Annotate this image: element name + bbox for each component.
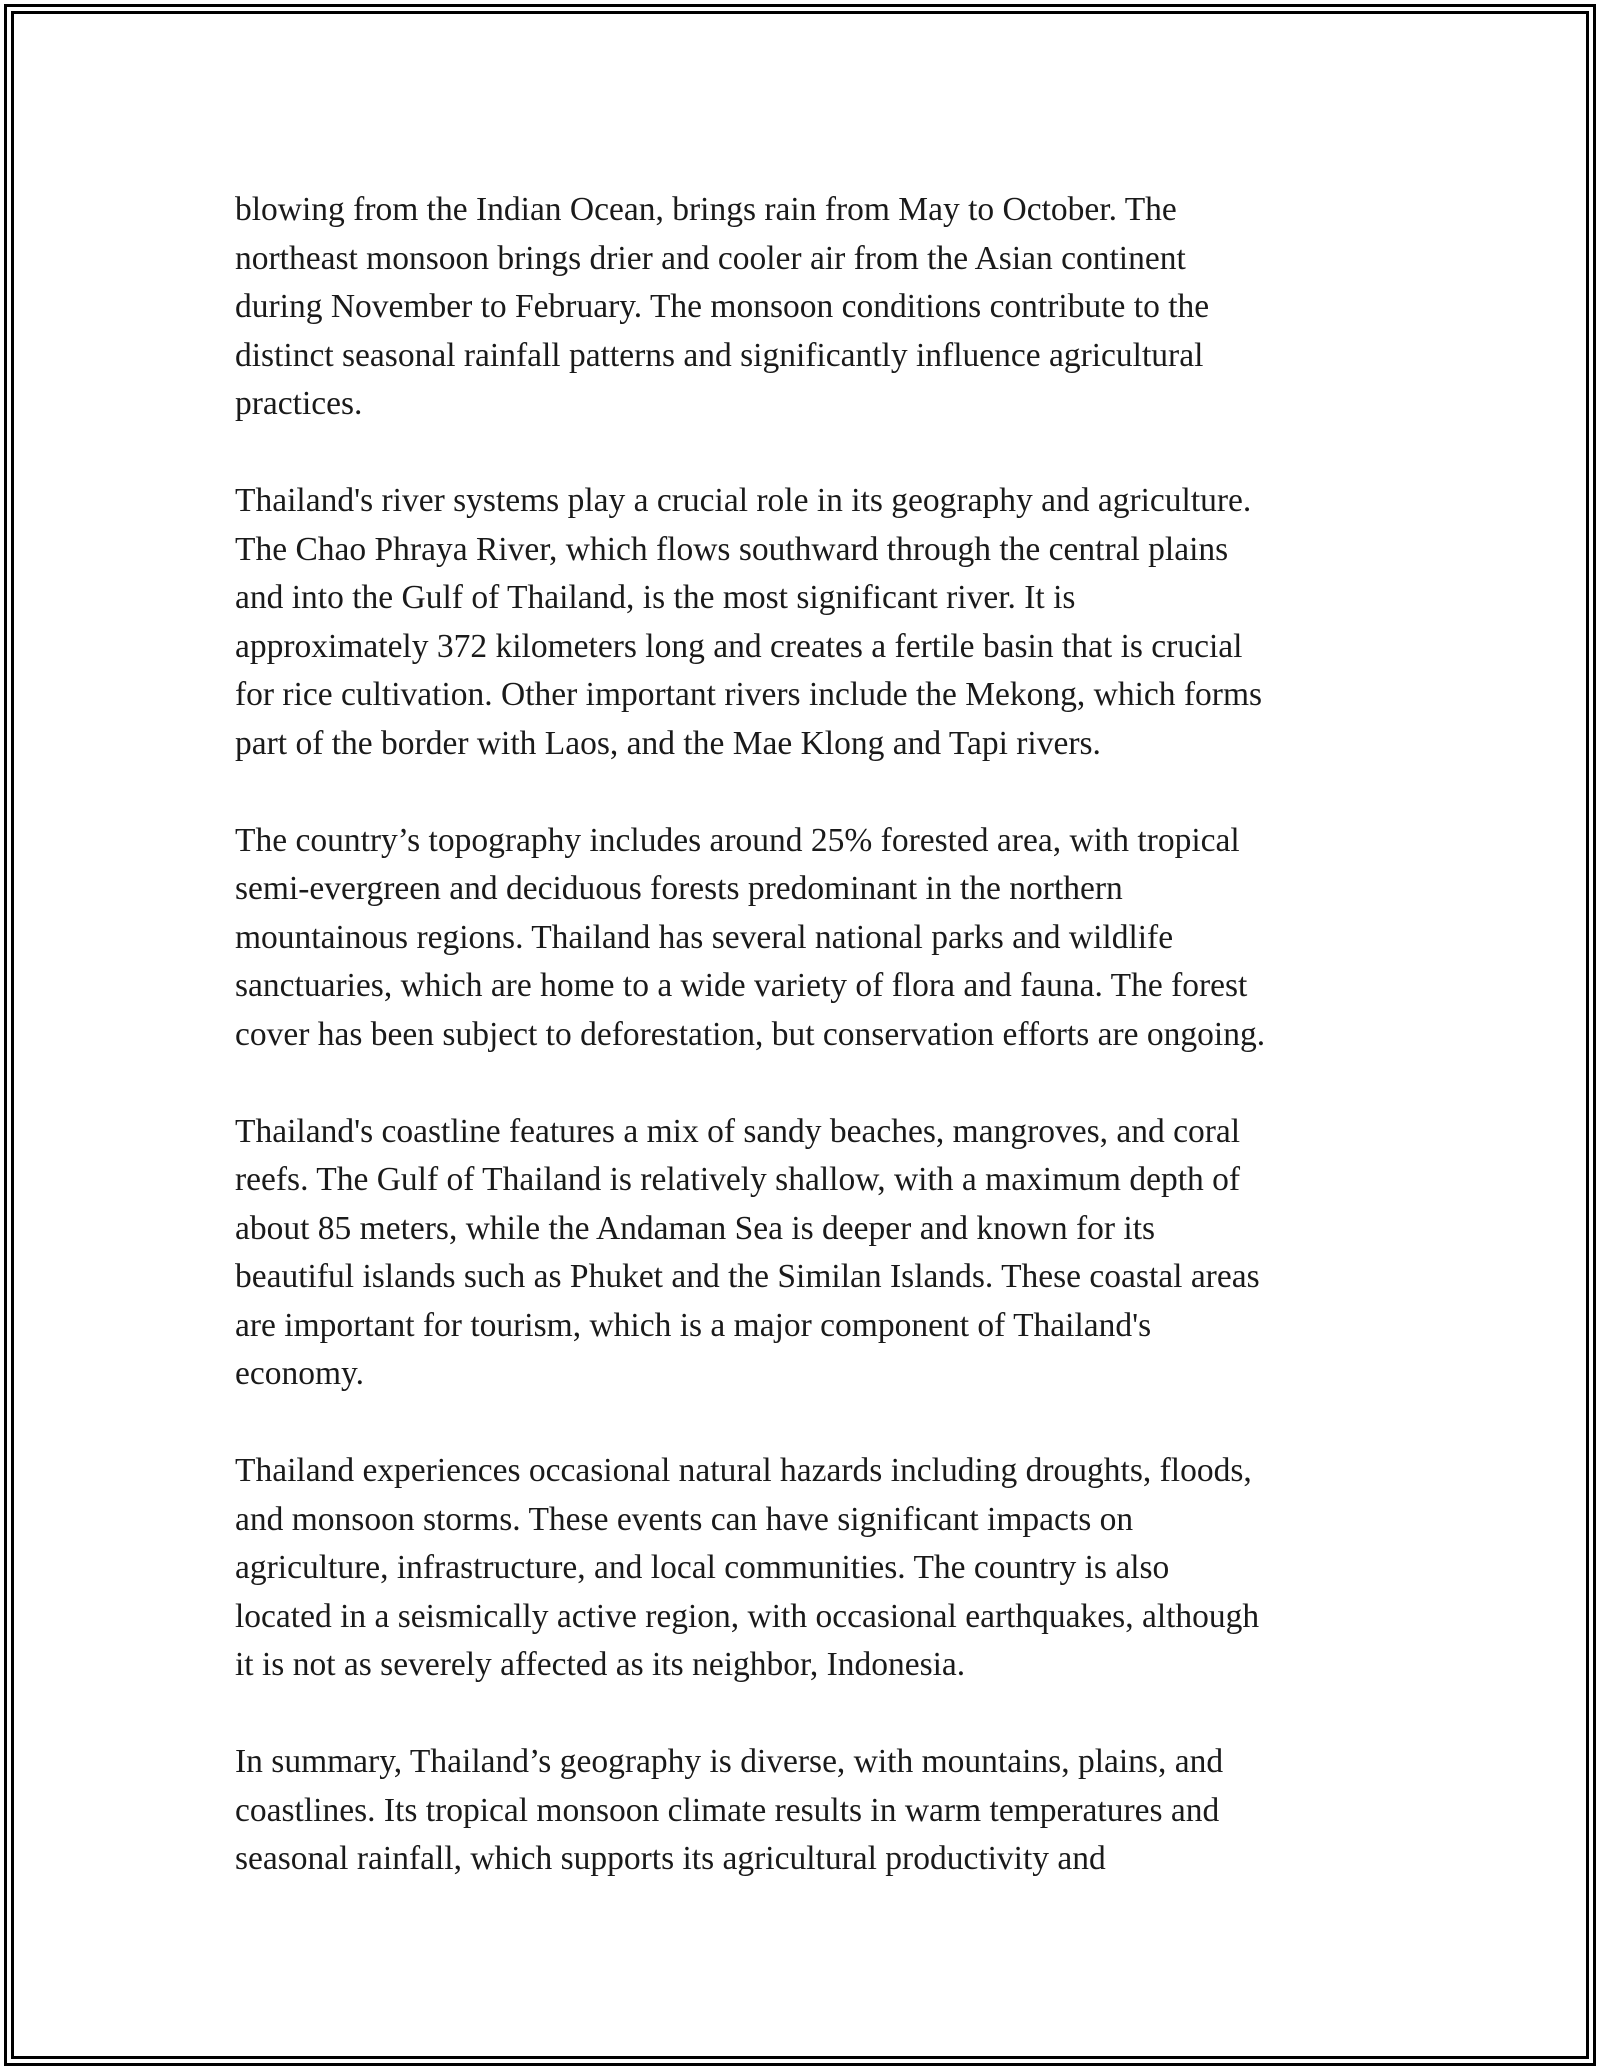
- paragraph-summary: In summary, Thailand’s geography is diverse, with mountains, plains, and coastlines. Its tropical monsoon climate results in warm temperatures and seasonal rainfall, which supports its agricultural productivity and: [235, 1743, 1224, 1877]
- paragraph-monsoon: blowing from the Indian Ocean, brings rain from May to October. The northeast monsoon brings drier and cooler air from the Asian continent during November to February. The monsoon conditions contribute to the distinct seasonal rainfall patterns and significantly influence agricultural practices.: [235, 191, 1210, 422]
- document-body: [235, 186, 1375, 1932]
- paragraph-natural-hazards: Thailand experiences occasional natural hazards including droughts, floods, and monsoon storms. These events can have significant impacts on agriculture, infrastructure, and local communities. The country is also located in a seismically active region, with occasional earthquakes, although it is not as severely affected as its neighbor, Indonesia.: [235, 1452, 1260, 1683]
- paragraph-forests: The country’s topography includes around 25% forested area, with tropical semi-evergreen and deciduous forests predominant in the northern mountainous regions. Thailand has several national parks and wildlife sanctuaries, which are home to a wide variety of flora and fauna. The forest cover has been subject to deforestation, but conservation efforts are ongoing.: [235, 821, 1266, 1053]
- paragraph-rivers: Thailand's river systems play a crucial role in its geography and agriculture. The Chao Phraya River, which flows southward through the central plains and into the Gulf of Thailand, is the most significant river. It is approximately 372 kilometers long and creates a fertile basin that is crucial for rice cultivation. Other important rivers include the Mekong, which forms part of the border with Laos, and the Mae Klong and Tapi rivers.: [235, 482, 1263, 762]
- paragraph-coastline: Thailand's coastline features a mix of sandy beaches, mangroves, and coral reefs. The Gulf of Thailand is relatively shallow, with a maximum depth of about 85 meters, while the Andaman Sea is deeper and known for its beautiful islands such as Phuket and the Similan Islands. These coastal areas are important for tourism, which is a major component of Thailand's economy.: [235, 1112, 1260, 1392]
